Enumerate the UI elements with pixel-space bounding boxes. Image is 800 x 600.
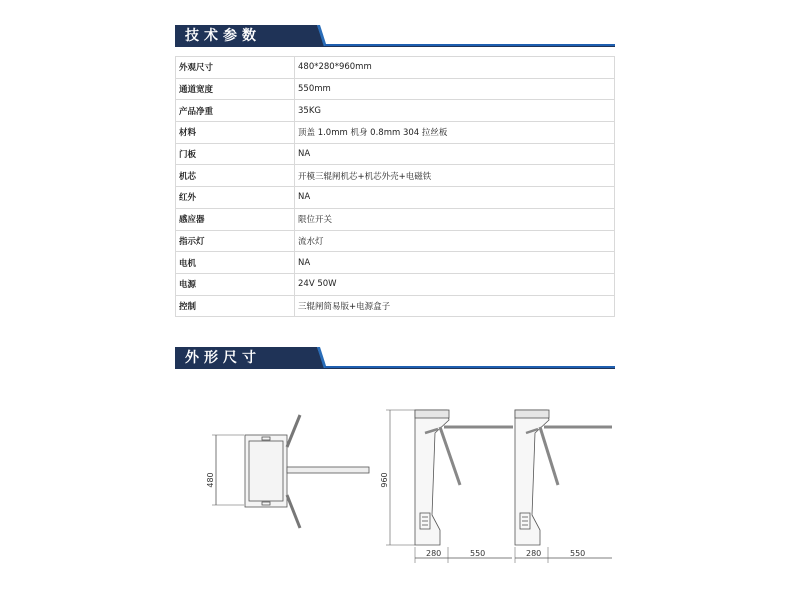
param-value: 顶盖 1.0mm 机身 0.8mm 304 拉丝板 [295, 122, 615, 144]
param-value: NA [295, 252, 615, 274]
param-label: 指示灯 [176, 230, 295, 252]
header-rule-thin [175, 368, 615, 369]
param-row [176, 252, 615, 274]
section-header-dimensions [175, 347, 615, 369]
dim-label-550-a: 550 [470, 549, 486, 558]
param-label: 控制 [176, 295, 295, 317]
section-header-params [175, 25, 615, 47]
param-value: 限位开关 [295, 208, 615, 230]
param-row [176, 208, 615, 230]
params-table [175, 56, 615, 317]
param-row [176, 78, 615, 100]
param-label: 红外 [176, 187, 295, 209]
param-label: 电源 [176, 273, 295, 295]
dim-label-480: 480 [206, 472, 215, 488]
param-row [176, 143, 615, 165]
param-value: 24V 50W [295, 273, 615, 295]
side-view-1 [386, 410, 513, 563]
param-value: 开模三辊闸机芯+机芯外壳+电磁铁 [295, 165, 615, 187]
dim-label-550-b: 550 [570, 549, 586, 558]
param-label: 产品净重 [176, 100, 295, 122]
dimension-drawing [200, 385, 620, 570]
param-label: 门板 [176, 143, 295, 165]
param-row [176, 295, 615, 317]
param-label: 电机 [176, 252, 295, 274]
param-value: 35KG [295, 100, 615, 122]
turnstile-drawing-svg [200, 385, 620, 570]
param-row [176, 100, 615, 122]
param-row [176, 273, 615, 295]
param-label: 通道宽度 [176, 78, 295, 100]
param-value: 流水灯 [295, 230, 615, 252]
dim-label-280-a: 280 [426, 549, 442, 558]
top-view [212, 415, 369, 528]
param-value: NA [295, 143, 615, 165]
header-rule-thin [175, 46, 615, 47]
param-value: 三辊闸简易版+电源盒子 [295, 295, 615, 317]
param-value: 550mm [295, 78, 615, 100]
param-value: 480*280*960mm [295, 57, 615, 79]
param-value: NA [295, 187, 615, 209]
param-label: 感应器 [176, 208, 295, 230]
param-row [176, 122, 615, 144]
param-label: 外观尺寸 [176, 57, 295, 79]
section-title-params: 技术参数 [185, 28, 261, 44]
side-view-2 [515, 410, 612, 563]
section-title-dimensions: 外形尺寸 [185, 350, 261, 366]
param-row [176, 187, 615, 209]
dim-label-960: 960 [380, 472, 389, 488]
param-label: 机芯 [176, 165, 295, 187]
param-row [176, 57, 615, 79]
param-row [176, 165, 615, 187]
param-label: 材料 [176, 122, 295, 144]
dim-label-280-b: 280 [526, 549, 542, 558]
param-row [176, 230, 615, 252]
